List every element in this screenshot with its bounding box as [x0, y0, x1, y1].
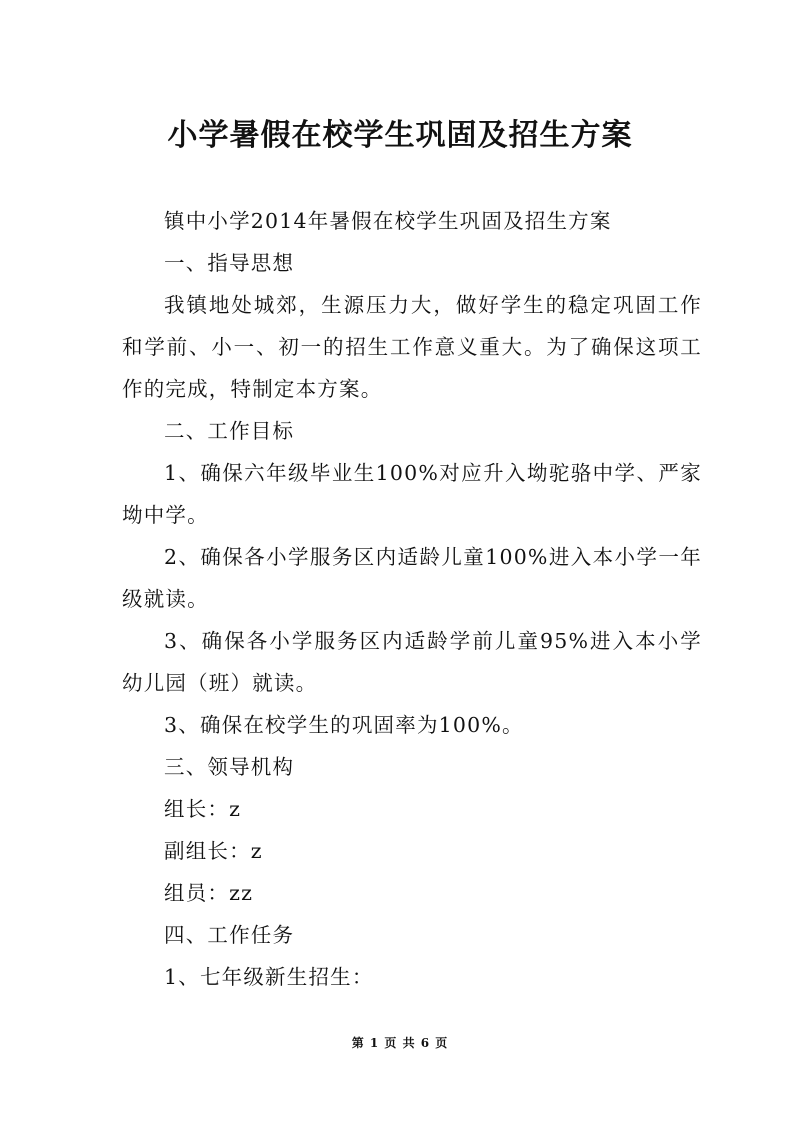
leader-entry: 组长：z — [164, 797, 242, 821]
members-entry: 组员：zz — [164, 881, 254, 905]
goal-item: 3、确保在校学生的巩固率为100%。 — [164, 713, 524, 737]
goal-item: 3、确保各小学服务区内适龄学前儿童95%进入本小学幼儿园（班）就读。 — [122, 629, 702, 695]
section-heading-guiding-thought: 一、指导思想 — [164, 251, 295, 275]
goal-item: 2、确保各小学服务区内适龄儿童100%进入本小学一年级就读。 — [122, 545, 702, 611]
document-title: 小学暑假在校学生巩固及招生方案 — [167, 118, 633, 153]
goal-item: 1、确保六年级毕业生100%对应升入坳驼骆中学、严家坳中学。 — [122, 461, 702, 527]
deputy-leader-entry: 副组长：z — [164, 839, 263, 863]
section-heading-leadership: 三、领导机构 — [164, 755, 295, 779]
body-paragraph: 我镇地处城郊，生源压力大，做好学生的稳定巩固工作和学前、小一、初一的招生工作意义重大。为了确保这项工作的完成，特制定本方案。 — [122, 293, 702, 401]
task-item: 1、七年级新生招生： — [164, 965, 374, 989]
section-heading-work-tasks: 四、工作任务 — [164, 923, 295, 947]
subtitle-paragraph: 镇中小学2014年暑假在校学生巩固及招生方案 — [164, 209, 612, 233]
page-footer: 第 1 页 共 6 页 — [351, 1036, 449, 1050]
document-body — [122, 200, 702, 998]
section-heading-work-goals: 二、工作目标 — [164, 419, 295, 443]
